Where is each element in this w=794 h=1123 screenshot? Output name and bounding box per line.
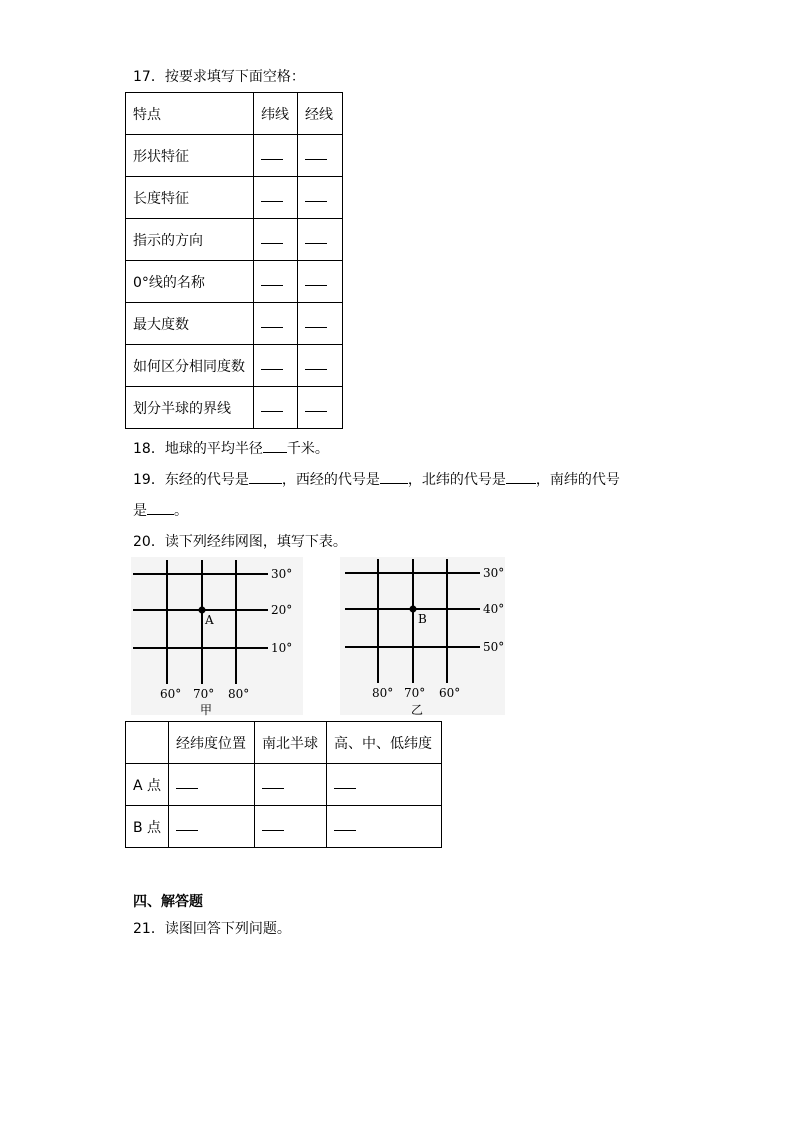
answer-blank[interactable] bbox=[147, 501, 174, 515]
answer-blank[interactable] bbox=[298, 387, 343, 429]
answer-blank[interactable] bbox=[506, 470, 536, 484]
question-17-title: 17．按要求填写下面空格： bbox=[133, 69, 305, 85]
answer-blank[interactable] bbox=[327, 806, 442, 848]
latitude-label: 50° bbox=[483, 640, 505, 654]
graticule-map-yi bbox=[340, 557, 505, 717]
question-19-text: ，西经的代号是 bbox=[281, 472, 380, 488]
answer-blank[interactable] bbox=[255, 764, 327, 806]
answer-blank[interactable] bbox=[298, 219, 343, 261]
question-18-text-after: 千米。 bbox=[286, 441, 329, 457]
table-header-row bbox=[126, 722, 442, 764]
question-19-line-2 bbox=[133, 500, 188, 520]
row-label: 长度特征 bbox=[126, 177, 254, 219]
table-row bbox=[126, 387, 343, 429]
answer-blank[interactable] bbox=[254, 135, 298, 177]
question-17-table bbox=[125, 92, 343, 429]
point-label: B bbox=[418, 612, 427, 626]
answer-blank[interactable] bbox=[380, 470, 408, 484]
question-21-title: 21．读图回答下列问题。 bbox=[133, 921, 291, 937]
header-cell: 南北半球 bbox=[255, 722, 327, 764]
answer-blank[interactable] bbox=[298, 303, 343, 345]
row-label: 指示的方向 bbox=[126, 219, 254, 261]
header-cell: 高、中、低纬度 bbox=[327, 722, 442, 764]
map-caption: 甲 bbox=[200, 703, 213, 717]
answer-blank[interactable] bbox=[169, 764, 255, 806]
latitude-label: 30° bbox=[483, 566, 505, 580]
question-19-text: 19．东经的代号是 bbox=[133, 472, 249, 488]
question-20-title: 20．读下列经纬网图，填写下表。 bbox=[133, 534, 347, 550]
table-row bbox=[126, 345, 343, 387]
point-label: A bbox=[205, 613, 214, 627]
question-18-text-before: 18．地球的平均半径 bbox=[133, 441, 263, 457]
question-19-text: 。 bbox=[174, 503, 188, 519]
answer-blank[interactable] bbox=[254, 345, 298, 387]
latitude-label: 40° bbox=[483, 602, 505, 616]
latitude-label: 20° bbox=[271, 603, 293, 617]
longitude-label: 80° bbox=[372, 686, 394, 700]
header-cell: 经线 bbox=[298, 93, 343, 135]
table-row bbox=[126, 303, 343, 345]
table-row bbox=[126, 764, 442, 806]
question-18 bbox=[133, 438, 329, 458]
header-cell: 经纬度位置 bbox=[169, 722, 255, 764]
row-label: 形状特征 bbox=[126, 135, 254, 177]
question-19-text: ，北纬的代号是 bbox=[407, 472, 506, 488]
longitude-label: 70° bbox=[404, 686, 426, 700]
header-cell: 纬线 bbox=[254, 93, 298, 135]
answer-blank[interactable] bbox=[254, 177, 298, 219]
point-b-marker bbox=[410, 606, 417, 613]
question-20-table bbox=[125, 721, 442, 848]
longitude-label: 60° bbox=[439, 686, 461, 700]
answer-blank[interactable] bbox=[298, 345, 343, 387]
answer-blank[interactable] bbox=[254, 261, 298, 303]
answer-blank[interactable] bbox=[249, 470, 282, 484]
table-row bbox=[126, 177, 343, 219]
longitude-label: 80° bbox=[228, 687, 250, 701]
answer-blank[interactable] bbox=[254, 219, 298, 261]
table-row bbox=[126, 261, 343, 303]
header-cell bbox=[126, 722, 169, 764]
question-19-text: ，南纬的代号 bbox=[535, 472, 620, 488]
row-label: 划分半球的界线 bbox=[126, 387, 254, 429]
longitude-label: 70° bbox=[193, 687, 215, 701]
row-label: 如何区分相同度数 bbox=[126, 345, 254, 387]
answer-blank[interactable] bbox=[298, 261, 343, 303]
row-label: B 点 bbox=[126, 806, 169, 848]
answer-blank[interactable] bbox=[263, 439, 287, 453]
answer-blank[interactable] bbox=[327, 764, 442, 806]
row-label: A 点 bbox=[126, 764, 169, 806]
table-row bbox=[126, 219, 343, 261]
table-header-row bbox=[126, 93, 343, 135]
row-label: 0°线的名称 bbox=[126, 261, 254, 303]
latitude-label: 10° bbox=[271, 641, 293, 655]
latitude-label: 30° bbox=[271, 567, 293, 581]
table-row bbox=[126, 135, 343, 177]
table-row bbox=[126, 806, 442, 848]
question-19-line-1 bbox=[133, 469, 620, 489]
row-label: 最大度数 bbox=[126, 303, 254, 345]
graticule-map-jia bbox=[128, 557, 303, 717]
answer-blank[interactable] bbox=[298, 135, 343, 177]
answer-blank[interactable] bbox=[254, 303, 298, 345]
longitude-label: 60° bbox=[160, 687, 182, 701]
answer-blank[interactable] bbox=[298, 177, 343, 219]
answer-blank[interactable] bbox=[254, 387, 298, 429]
map-caption: 乙 bbox=[411, 703, 424, 717]
section-4-title: 四、解答题 bbox=[133, 894, 203, 910]
answer-blank[interactable] bbox=[169, 806, 255, 848]
header-cell: 特点 bbox=[126, 93, 254, 135]
question-19-text: 是 bbox=[133, 503, 147, 519]
answer-blank[interactable] bbox=[255, 806, 327, 848]
